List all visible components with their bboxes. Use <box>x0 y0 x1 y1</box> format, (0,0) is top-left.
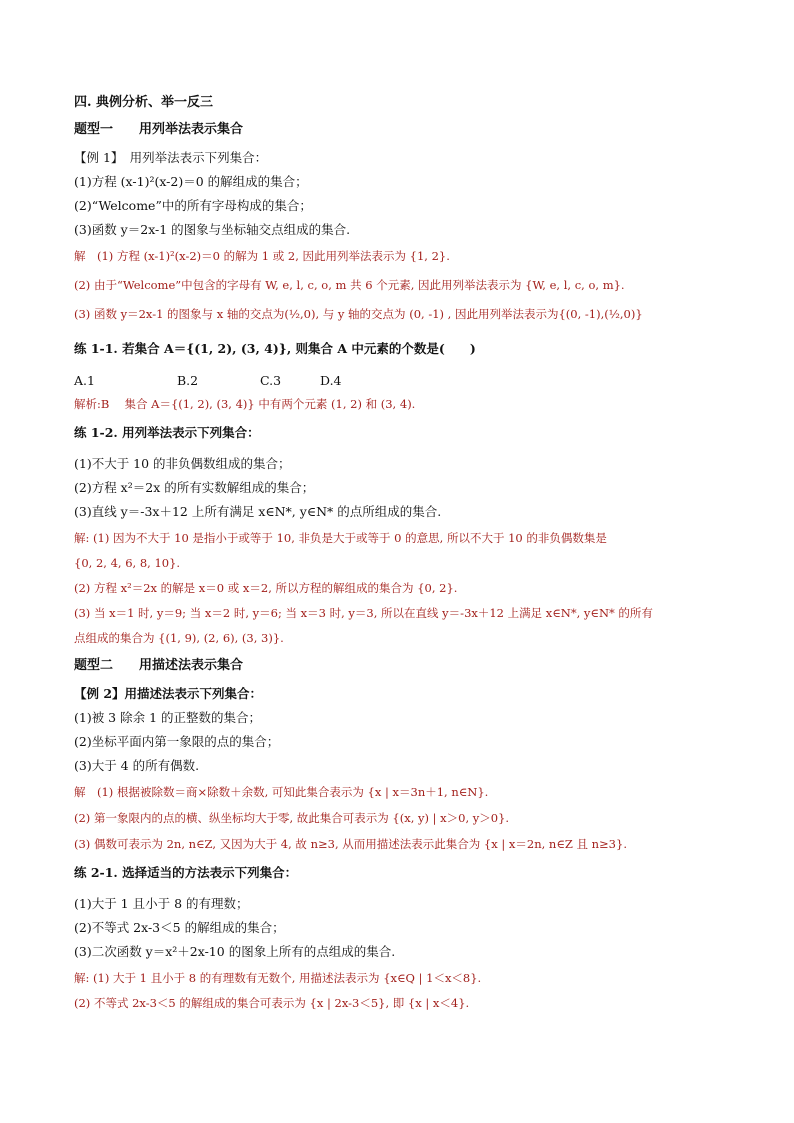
p21-a2: (2) 不等式 2x-3＜5 的解组成的集合可表示为 {x | 2x-3＜5}, 即 {x | x＜4}. <box>74 996 470 1010</box>
ex2-q2: (2)坐标平面内第一象限的点的集合； <box>74 734 280 749</box>
ex2-a3: (3) 偶数可表示为 2n, n∈Z, 又因为大于 4, 故 n≥3, 从而用描述法表示此集合为 {x | x＝2n, n∈Z 且 n≥3}. <box>74 837 627 851</box>
option-d: D.4 <box>320 373 342 388</box>
p12-q2: (2)方程 x²＝2x 的所有实数解组成的集合； <box>74 480 315 495</box>
p21-q2: (2)不等式 2x-3＜5 的解组成的集合； <box>74 920 285 935</box>
ex1-a3: (3) 函数 y＝2x-1 的图象与 x 轴的交点为(½,0), 与 y 轴的交点为 (0, -1) , 因此用列举法表示为{(0, -1),(½,0)} <box>74 307 643 321</box>
ex1-a2: (2) 由于“Welcome”中包含的字母有 W, e, l, c, o, m 共 6 个元素, 因此用列举法表示为 {W, e, l, c, o, m}. <box>74 278 625 292</box>
ex2-q3: (3)大于 4 的所有偶数. <box>74 758 200 773</box>
section-title: 四. 典例分析、举一反三 <box>74 95 214 110</box>
p21-head: 练 2-1. 选择适当的方法表示下列集合： <box>74 865 298 880</box>
p12-q1: (1)不大于 10 的非负偶数组成的集合； <box>74 456 291 471</box>
p12-a1-line1: 解: (1) 因为不大于 10 是指小于或等于 10, 非负是大于或等于 0 的意思, 所以不大于 10 的非负偶数集是 <box>74 531 607 545</box>
p11-options <box>74 372 342 389</box>
p11-head: 练 1-1. 若集合 A＝{(1, 2), (3, 4)}, 则集合 A 中元素的个数是( ) <box>74 341 476 356</box>
ex2-a2: (2) 第一象限内的点的横、纵坐标均大于零, 故此集合可表示为 {(x, y) | x＞0, y＞0}. <box>74 811 510 825</box>
p12-a1-line2: {0, 2, 4, 6, 8, 10}. <box>74 556 181 570</box>
ex2-head: 【例 2】用描述法表示下列集合： <box>74 686 263 701</box>
ex1-q3: (3)函数 y＝2x-1 的图象与坐标轴交点组成的集合. <box>74 222 351 237</box>
p12-a2: (2) 方程 x²＝2x 的解是 x＝0 或 x＝2, 所以方程的解组成的集合为 {0, 2}. <box>74 581 458 595</box>
type1-title: 题型一 用列举法表示集合 <box>74 122 244 137</box>
option-a: A.1 <box>74 373 95 388</box>
p21-a1: 解: (1) 大于 1 且小于 8 的有理数有无数个, 用描述法表示为 {x∈Q | 1＜x＜8}. <box>74 971 482 985</box>
p12-q3: (3)直线 y＝-3x＋12 上所有满足 x∈N*, y∈N* 的点所组成的集合. <box>74 504 442 519</box>
ex1-q1: (1)方程 (x-1)²(x-2)＝0 的解组成的集合； <box>74 174 308 189</box>
ex2-q1: (1)被 3 除余 1 的正整数的集合； <box>74 710 262 725</box>
p21-q1: (1)大于 1 且小于 8 的有理数； <box>74 896 249 911</box>
type2-title: 题型二 用描述法表示集合 <box>74 658 244 673</box>
ex1-q2: (2)“Welcome”中的所有字母构成的集合； <box>74 198 312 213</box>
ex1-a1: 解 (1) 方程 (x-1)²(x-2)＝0 的解为 1 或 2, 因此用列举法表示为 {1, 2}. <box>74 249 450 263</box>
p21-q3: (3)二次函数 y＝x²＋2x-10 的图象上所有的点组成的集合. <box>74 944 396 959</box>
ex2-a1: 解 (1) 根据被除数＝商×除数＋余数, 可知此集合表示为 {x | x＝3n＋1, n∈N}. <box>74 785 489 799</box>
option-b: B.2 <box>177 373 199 388</box>
p12-a3-line1: (3) 当 x＝1 时, y＝9; 当 x＝2 时, y＝6; 当 x＝3 时, y＝3, 所以在直线 y＝-3x＋12 上满足 x∈N*, y∈N* 的所有 <box>74 606 653 620</box>
ex1-head: 【例 1】 用列举法表示下列集合： <box>74 150 268 165</box>
p11-answer: 解析:B 集合 A＝{(1, 2), (3, 4)} 中有两个元素 (1, 2) 和 (3, 4). <box>74 397 416 411</box>
option-c: C.3 <box>260 373 282 388</box>
p12-a3-line2: 点组成的集合为 {(1, 9), (2, 6), (3, 3)}. <box>74 631 284 645</box>
p12-head: 练 1-2. 用列举法表示下列集合： <box>74 425 260 440</box>
